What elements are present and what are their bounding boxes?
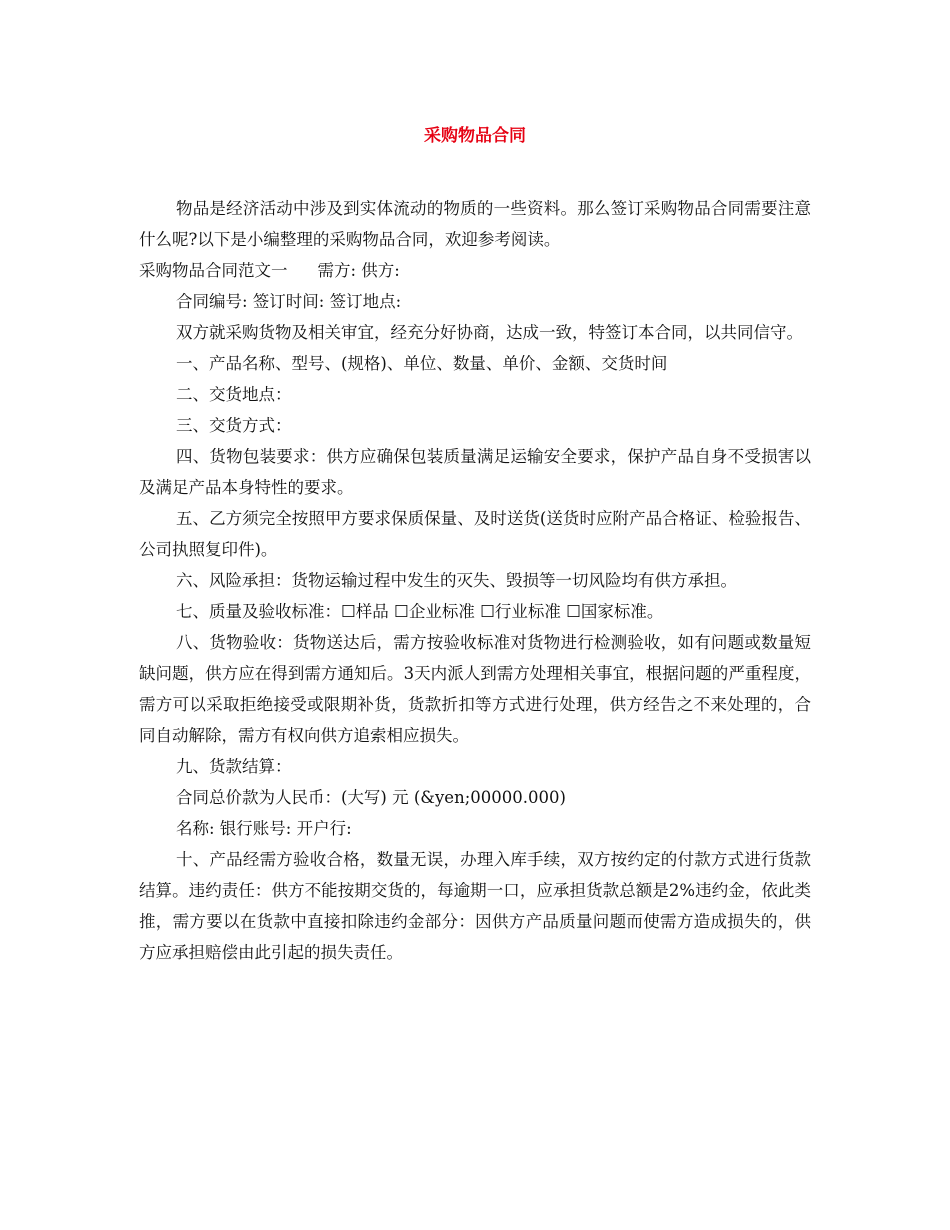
clause-10: 十、产品经需方验收合格，数量无误，办理入库手续，双方按约定的付款方式进行货款结算。违约责任：供方不能按期交货的，每逾期一口，应承担货款总额是2%违约金，依此类推，需方要以在货款中直接扣除违约金部分：因供方产品质量问题而使需方造成损失的，供方应承担赔偿由此引起的损失责任。 [139, 850, 811, 962]
document-title: 采购物品合同 [424, 126, 526, 146]
paragraph-contract-info: 合同编号: 签订时间: 签订地点: [176, 292, 402, 311]
clause-9-total: 合同总价款为人民币：(大写) 元 (&yen;00000.000) [176, 788, 566, 807]
clause-7: 七、质量及验收标准：☐样品 ☐企业标准 ☐行业标准 ☐国家标准。 [176, 602, 664, 621]
parties-label: 需方: 供方: [317, 261, 400, 280]
paragraph-agreement: 双方就采购货物及相关审宜，经充分好协商，达成一致，特签订本合同，以共同信守。 [176, 323, 803, 342]
document-body [139, 193, 811, 968]
paragraph-sample-heading [139, 255, 811, 286]
clause-2: 二、交货地点： [176, 385, 292, 404]
clause-9: 九、货款结算： [176, 757, 292, 776]
clause-3: 三、交货方式： [176, 416, 292, 435]
sample-heading-label: 采购物品合同范文一 [139, 261, 288, 280]
clause-5: 五、乙方须完全按照甲方要求保质保量、及时送货(送货时应附产品合格证、检验报告、公司执照复印件)。 [139, 509, 811, 559]
clause-8: 八、货物验收：货物送达后，需方按验收标准对货物进行检测验收，如有问题或数量短缺问题，供方应在得到需方通知后。3天内派人到需方处理相关事宜，根据问题的严重程度，需方可以采取拒绝接受或限期补货，货款折扣等方式进行处理，供方经告之不来处理的，合同自动解除，需方有权向供方追索相应损失。 [139, 633, 811, 745]
paragraph-intro: 物品是经济活动中涉及到实体流动的物质的一些资料。那么签订采购物品合同需要注意什么呢?以下是小编整理的采购物品合同，欢迎参考阅读。 [139, 199, 811, 249]
clause-4: 四、货物包装要求：供方应确保包装质量满足运输安全要求，保护产品自身不受损害以及满足产品本身特性的要求。 [139, 447, 811, 497]
clause-1: 一、产品名称、型号、(规格)、单位、数量、单价、金额、交货时间 [176, 354, 668, 373]
clause-9-bank: 名称: 银行账号: 开户行: [176, 819, 352, 838]
clause-6: 六、风险承担：货物运输过程中发生的灭失、毁损等一切风险均有供方承担。 [176, 571, 737, 590]
